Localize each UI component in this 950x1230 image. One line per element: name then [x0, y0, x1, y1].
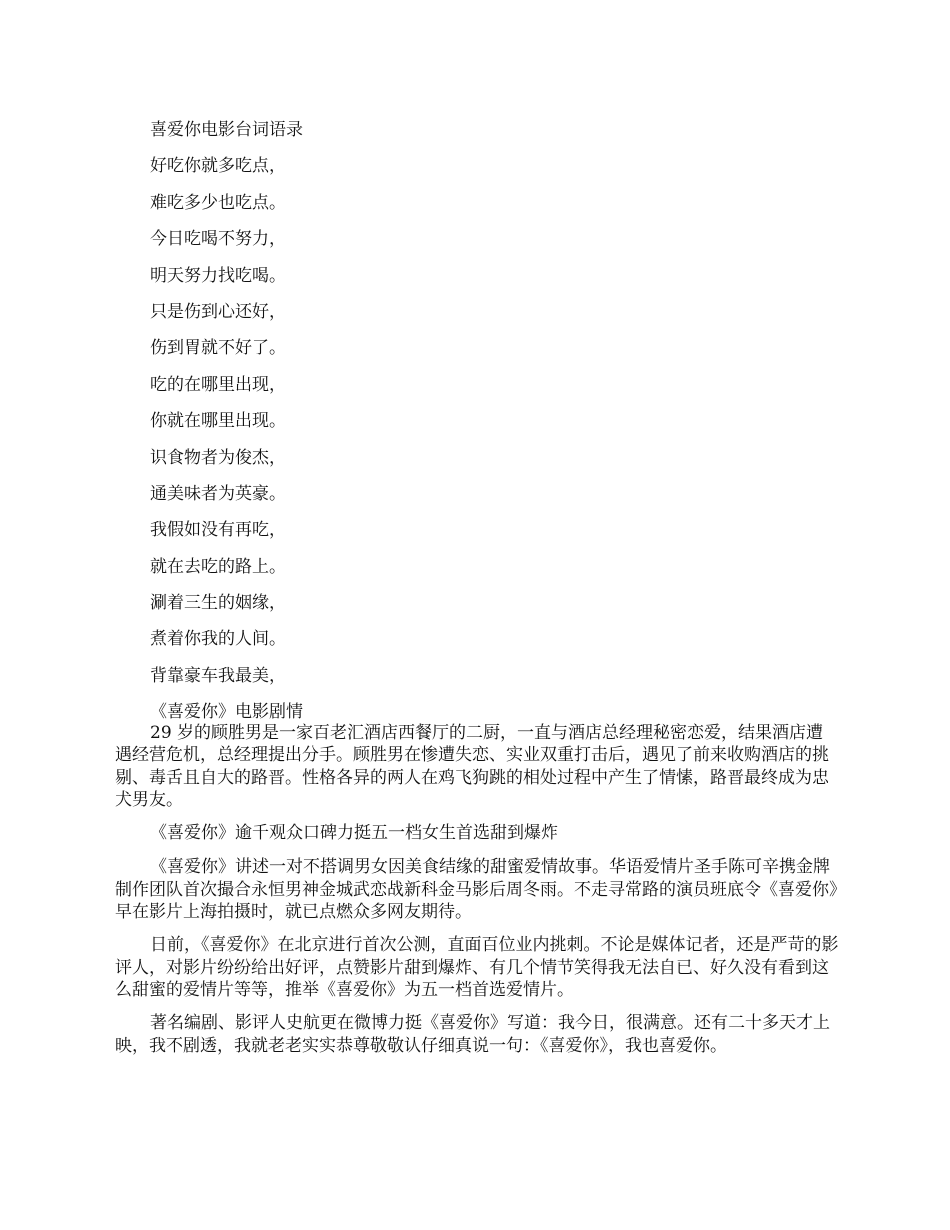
- plot-heading: 《喜爱你》电影剧情: [150, 702, 303, 723]
- article-body: [115, 722, 840, 1068]
- quotes-block: [150, 112, 850, 731]
- quote-line: 煮着你我的人间。: [150, 629, 286, 650]
- quote-line: 吃的在哪里出现，: [150, 374, 286, 395]
- paragraph-subheading: 《喜爱你》逾千观众口碑力挺五一档女生首选甜到爆炸: [150, 823, 558, 844]
- paragraph-plot: 29 岁的顾胜男是一家百老汇酒店西餐厅的二厨，一直与酒店总经理秘密恋爱，结果酒店遭遇经营危机，总经理提出分手。顾胜男在惨遭失恋、实业双重打击后，遇见了前来收购酒店的挑剔、毒舌且自大的路晋。性格各异的两人在鸡飞狗跳的相处过程中产生了情愫，路晋最终成为忠犬男友。: [115, 723, 829, 810]
- quote-line: 就在去吃的路上。: [150, 556, 286, 577]
- quote-line: 我假如没有再吃，: [150, 520, 286, 541]
- quote-line: 你就在哪里出现。: [150, 411, 286, 432]
- quote-line: 今日吃喝不努力，: [150, 229, 286, 250]
- quote-line: 明天努力找吃喝。: [150, 265, 286, 286]
- quote-line: 涮着三生的姻缘，: [150, 593, 286, 614]
- paragraph-screening: 日前，《喜爱你》在北京进行首次公测，直面百位业内挑刺。不论是媒体记者，还是严苛的影评人，对影片纷纷给出好评，点赞影片甜到爆炸、有几个情节笑得我无法自已、好久没有看到这么甜蜜的爱情片等等，推举《喜爱你》为五一档首选爱情片。: [115, 935, 839, 1000]
- quote-line: 识食物者为俊杰，: [150, 447, 286, 468]
- quote-line: 伤到胃就不好了。: [150, 338, 286, 359]
- paragraph-story: 《喜爱你》讲述一对不搭调男女因美食结缘的甜蜜爱情故事。华语爱情片圣手陈可辛携金牌制作团队首次撮合永恒男神金城武恋战新科金马影后周冬雨。不走寻常路的演员班底令《喜爱你》早在影片上海拍摄时，就已点燃众多网友期待。: [115, 857, 838, 923]
- paragraph-review: 著名编剧、影评人史航更在微博力挺《喜爱你》写道：我今日，很满意。还有二十多天才上映，我不剧透，我就老老实实恭尊敬敬认仔细真说一句：《喜爱你》，我也喜爱你。: [115, 1013, 830, 1056]
- quote-line: 好吃你就多吃点，: [150, 156, 286, 177]
- quote-line: 只是伤到心还好，: [150, 301, 286, 322]
- document-title: 喜爱你电影台词语录: [150, 120, 303, 140]
- quote-line: 背靠豪车我最美，: [150, 665, 286, 686]
- quote-line: 通美味者为英豪。: [150, 483, 286, 504]
- quote-line: 难吃多少也吃点。: [150, 192, 286, 213]
